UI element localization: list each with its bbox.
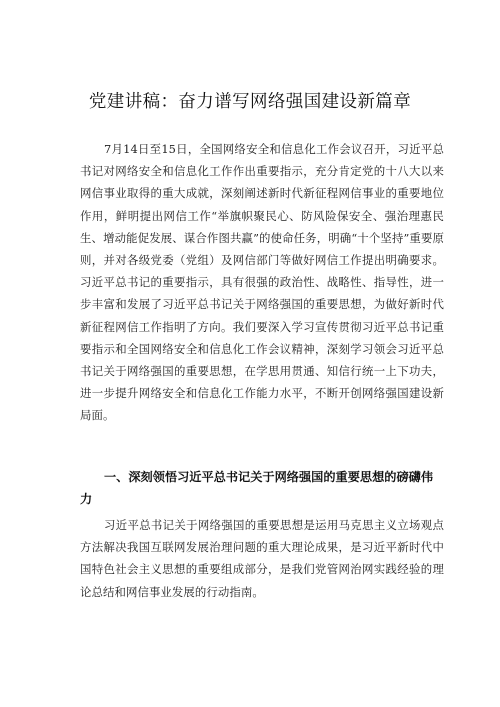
document-title: 党建讲稿：奋力谱写网络强国建设新篇章 xyxy=(88,92,412,112)
section-paragraph: 习近平总书记关于网络强国的重要思想是运用马克思主义立场观点方法解决我国互联网发展治理问题的重大理论成果，是习近平新时代中国特色社会主义思想的重要组成部分，是我们党管网治网实践经验的理论总结和网信事业发展的行动指南。 xyxy=(80,518,444,599)
section-heading: 一、深刻领悟习近平总书记关于网络强国的重要思想的磅礴伟力 xyxy=(80,470,434,506)
intro-paragraph: 7月14日至15日，全国网络安全和信息化工作会议召开，习近平总书记对网络安全和信息化工作作出重要指示，充分肯定党的十八大以来网信事业取得的重大成就，深刻阐述新时代新征程网信事业的重要地位作用，鲜明提出网信工作“举旗帜聚民心、防风险保安全、强治理惠民生、增动能促发展、谋合作图共赢”的使命任务，明确“十个坚持”重要原则，并对各级党委（党组）及网信部门等做好网信工作提出明确要求。习近平总书记的重要指示，具有很强的政治性、战略性、指导性，进一步丰富和发展了习近平总书记关于网络强国的重要思想，为做好新时代新征程网信工作指明了方向。我们要深入学习宣传贯彻习近平总书记重要指示和全国网络安全和信息化工作会议精神，深刻学习领会习近平总书记关于网络强国的重要思想，在学思用贯通、知信行统一上下功夫，进一步提升网络安全和信息化工作能力水平，不断开创网络强国建设新局面。 xyxy=(80,142,444,423)
